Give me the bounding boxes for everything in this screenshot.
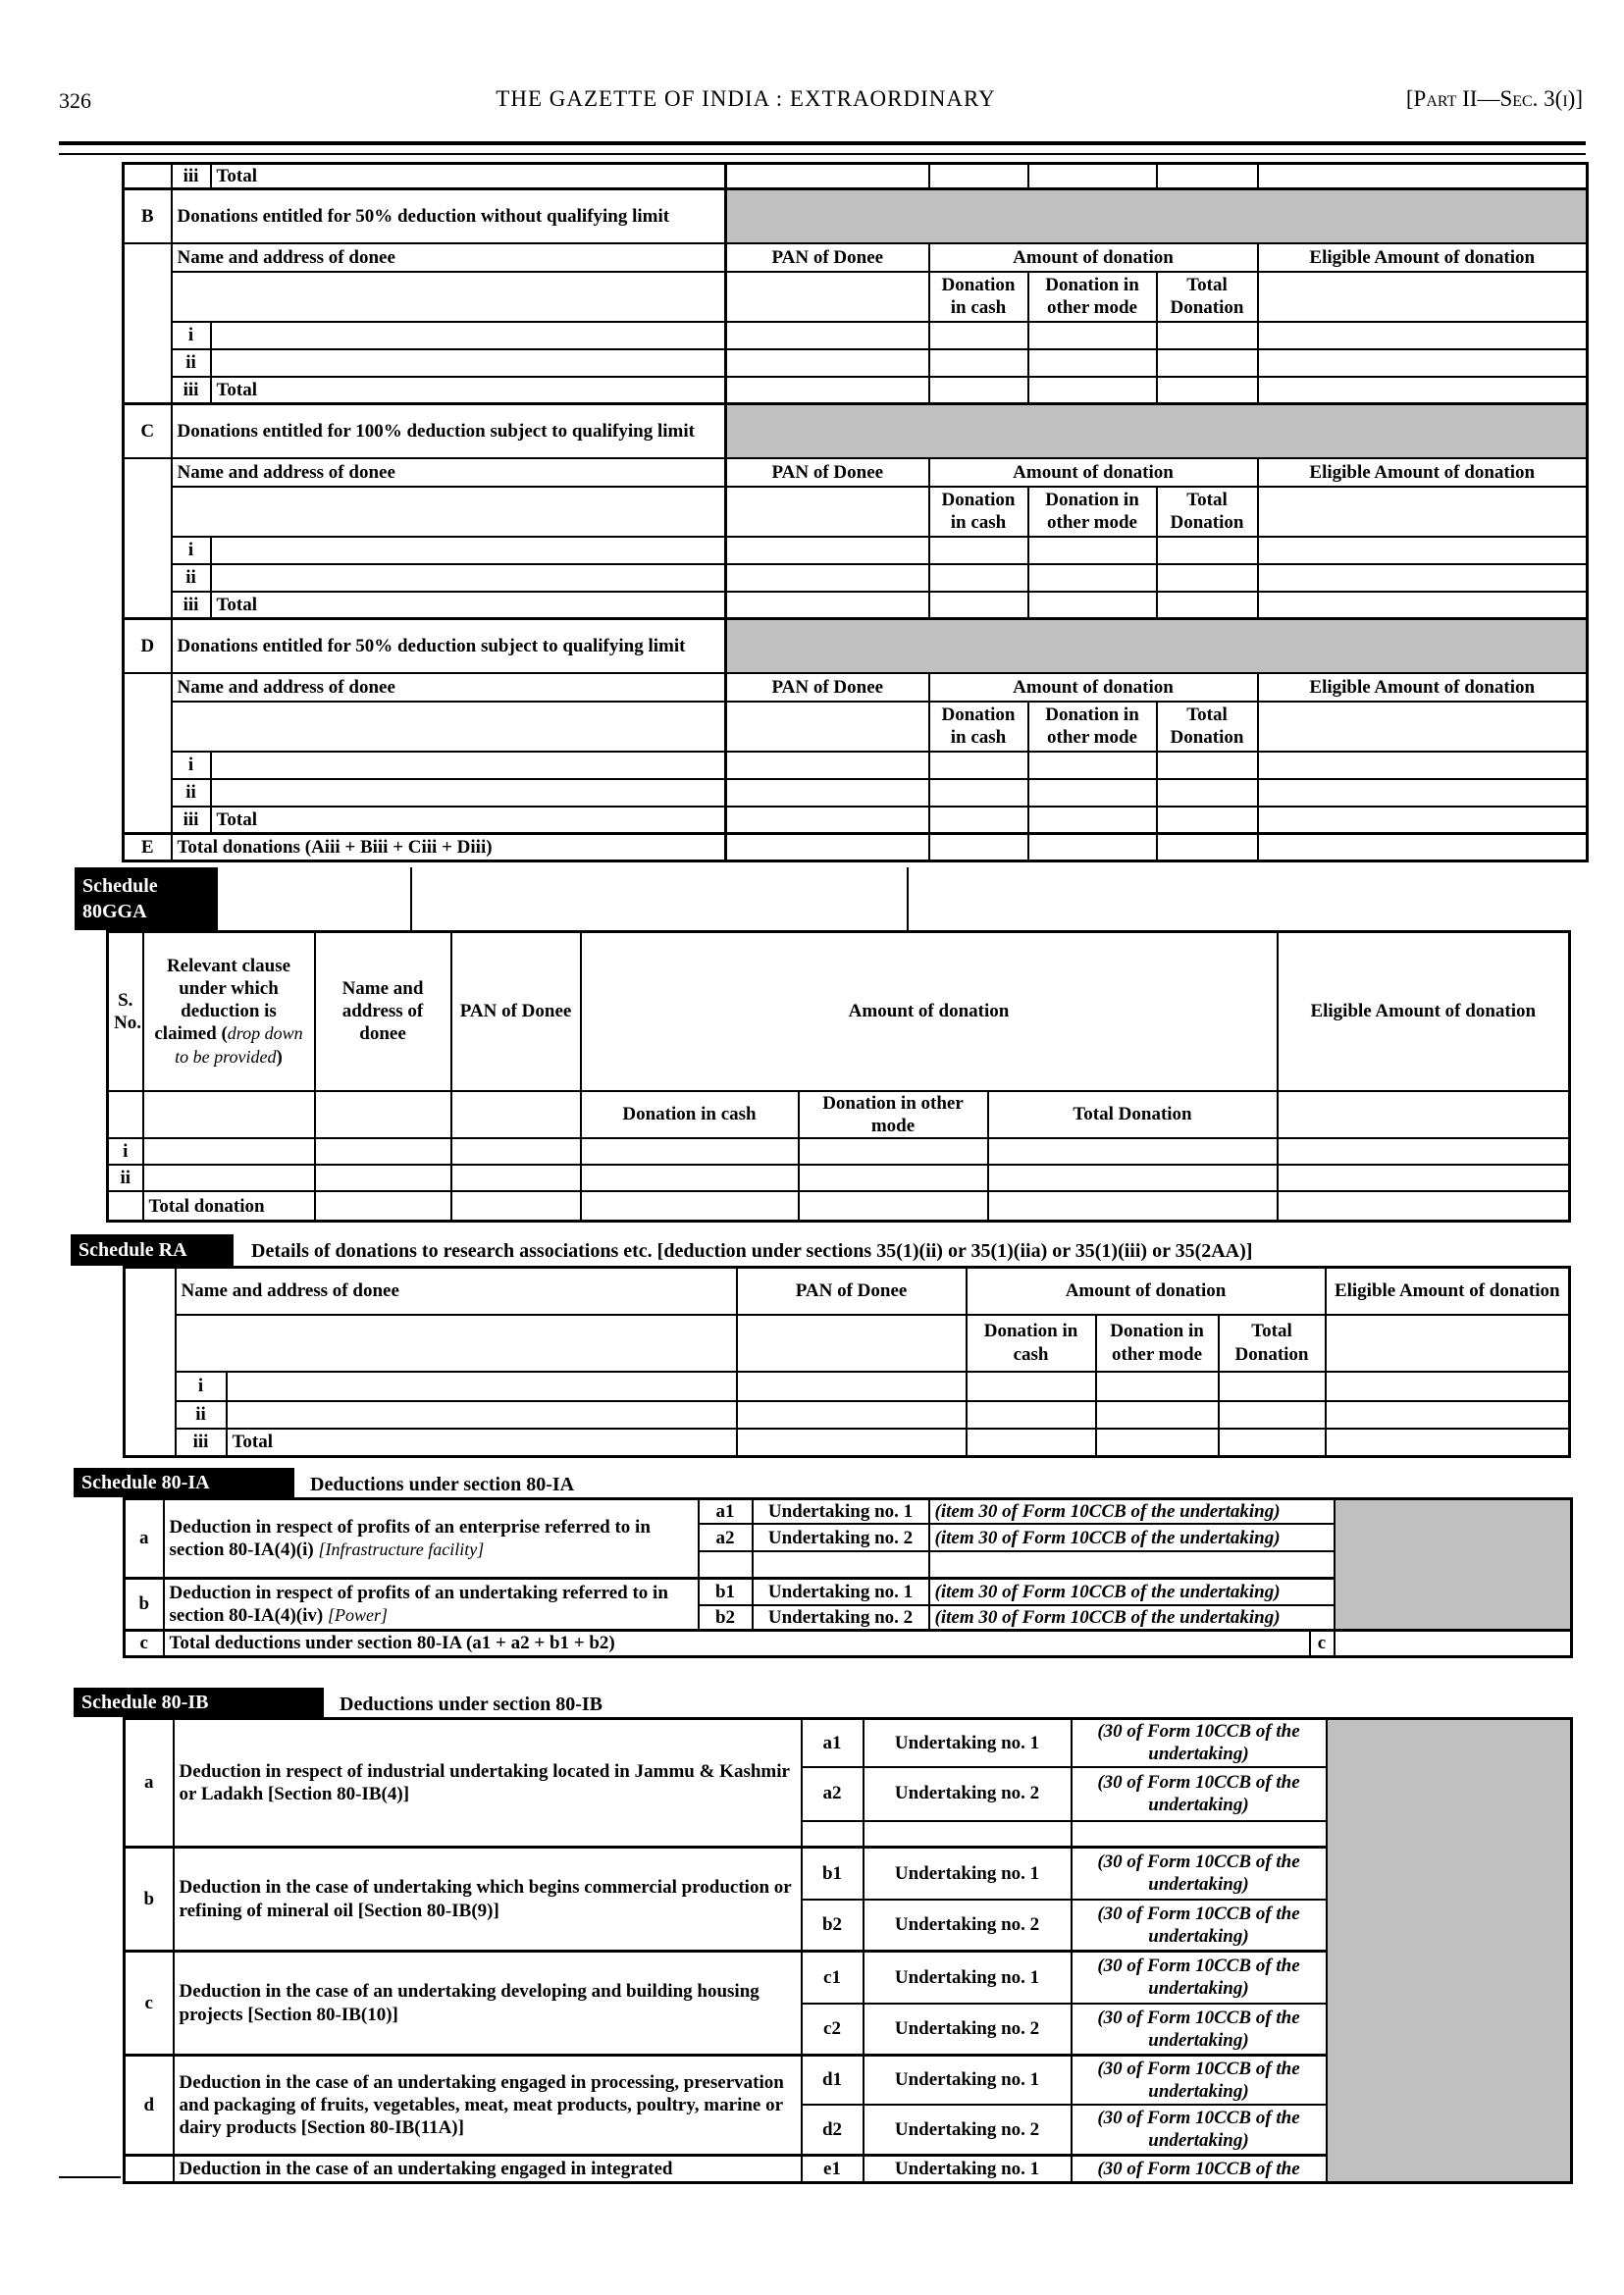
subcol-total: Total Donation [1219,1315,1326,1372]
sub-c1-id: c1 [802,1952,864,2004]
cell [1028,164,1157,189]
shaded-cell [1335,1499,1572,1631]
cell [124,458,172,619]
field-cell [1157,779,1258,807]
label-row-divider [410,867,412,930]
subcol-total: Total Donation [1157,487,1258,537]
field-cell [211,322,726,349]
field-cell [211,537,726,564]
subcol-other: Donation in other mode [1096,1315,1219,1372]
sub-a1-id: a1 [699,1499,753,1525]
row-b-label: b [125,1578,164,1631]
field-cell [737,1401,967,1429]
col-header-eligible: Eligible Amount of donation [1278,932,1570,1091]
field-cell [1028,807,1157,834]
row-total-label: Total [211,807,726,834]
row-ii-label: ii [176,1401,227,1429]
field-cell [1157,592,1258,619]
row-a-text: Deduction in respect of profits of an enterprise referred to in section 80-IA(4)(i) [Infrastructure facility] [164,1499,699,1579]
col-header-eligible: Eligible Amount of donation [1258,458,1588,487]
row-ii-label: ii [172,564,211,592]
field-cell [1258,349,1588,377]
row-i-label: i [172,322,211,349]
row-e-title: Total donations (Aiii + Biii + Ciii + Diii) [172,834,726,861]
field-cell [211,752,726,779]
field-cell [1258,807,1588,834]
row-a-label: a [125,1719,174,1848]
page-edge-artifact [59,2176,121,2178]
schedule-ra-badge: Schedule RA [71,1234,234,1266]
section-b-label: B [124,189,172,243]
sub-d2-id: d2 [802,2105,864,2156]
field-cell [726,537,929,564]
col-header-name: Name and address of donee [172,458,726,487]
shaded-cell [726,619,1588,673]
field-cell [737,1429,967,1457]
field-cell [1326,1429,1570,1457]
sub-c2-undertaking: Undertaking no. 2 [864,2004,1072,2056]
field-cell [1028,322,1157,349]
field-cell [929,377,1028,404]
row-i-label: i [172,752,211,779]
sub-a1-id: a1 [802,1719,864,1767]
subcol-other: Donation in other mode [1028,702,1157,752]
field-cell [1157,322,1258,349]
section-d-label: D [124,619,172,673]
field-cell [1258,834,1588,861]
field-cell [211,564,726,592]
field-cell [929,779,1028,807]
col-header-amount: Amount of donation [929,673,1258,702]
section-d-title: Donations entitled for 50% deduction subject to qualifying limit [172,619,726,673]
field-cell [1157,834,1258,861]
cell [315,1091,451,1138]
field-cell [1219,1429,1326,1457]
sub-a1-undertaking: Undertaking no. 1 [864,1719,1072,1767]
sub-c1-undertaking: Undertaking no. 1 [864,1952,1072,2004]
field-cell [315,1138,451,1165]
row-e-label-cutoff [125,2156,174,2183]
schedule-80gga-badge: Schedule 80GGA [75,867,218,930]
sub-a2-note: (item 30 of Form 10CCB of the undertaking) [929,1524,1335,1551]
col-header-name: Name and address of donee [176,1268,737,1315]
schedule-80ib-badge: Schedule 80-IB [74,1688,324,1717]
row-i-label: i [108,1138,143,1165]
row-total-label: Total [211,592,726,619]
page-number: 326 [59,88,91,113]
sub-a1-undertaking: Undertaking no. 1 [753,1499,929,1525]
field-cell [1258,752,1588,779]
row-total-label: Total [227,1429,737,1457]
subcol-cash: Donation in cash [929,272,1028,322]
row-ii-label: ii [172,349,211,377]
subcol-cash: Donation in cash [967,1315,1096,1372]
field-cell [1028,592,1157,619]
field-cell [1326,1372,1570,1401]
field-cell [726,752,929,779]
cell [176,1315,737,1372]
field-cell [988,1191,1278,1222]
col-header-name: Name and address of donee [172,243,726,272]
field-cell [988,1165,1278,1191]
field-cell [227,1372,737,1401]
sub-a2-undertaking: Undertaking no. 2 [753,1524,929,1551]
field-cell [726,834,929,861]
cell [929,164,1028,189]
sub-c2-id: c2 [802,2004,864,2056]
cell [1278,1091,1570,1138]
shaded-cell [1327,1719,1572,2183]
sub-d1-id: d1 [802,2056,864,2105]
row-iii-label: iii [172,377,211,404]
row-c-label: c [125,1631,164,1656]
col-header-eligible: Eligible Amount of donation [1258,243,1588,272]
cell [143,1091,315,1138]
sub-a1-note: (item 30 of Form 10CCB of the undertaking) [929,1499,1335,1525]
row-total-label: Total [211,377,726,404]
cell [726,164,929,189]
cell [864,1821,1072,1848]
field-cell [315,1191,451,1222]
field-cell [799,1138,988,1165]
field-cell [988,1138,1278,1165]
field-cell [726,592,929,619]
col-header-pan: PAN of Donee [726,458,929,487]
sub-b2-id: b2 [699,1605,753,1631]
sub-b1-note: (30 of Form 10CCB of the undertaking) [1072,1848,1327,1900]
row-iii-label: iii [172,807,211,834]
sub-b1-note: (item 30 of Form 10CCB of the undertaking) [929,1578,1335,1605]
row-b-label: b [125,1848,174,1952]
col-header-amount: Amount of donation [581,932,1278,1091]
sub-b2-id: b2 [802,1900,864,1952]
schedule-80gga-table [106,930,1571,1223]
field-cell [726,564,929,592]
col-header-amount: Amount of donation [929,243,1258,272]
field-cell [211,349,726,377]
field-cell [1278,1165,1570,1191]
field-cell [929,349,1028,377]
field-cell [1258,377,1588,404]
subcol-cash: Donation in cash [581,1091,799,1138]
cell [1072,1821,1327,1848]
sub-e1-undertaking: Undertaking no. 1 [864,2156,1072,2183]
field-cell [143,1138,315,1165]
cell [726,487,929,537]
cell [172,272,726,322]
field-cell [929,592,1028,619]
sub-b1-id: b1 [699,1578,753,1605]
field-cell [929,322,1028,349]
sub-b1-id: b1 [802,1848,864,1900]
field-cell [1096,1429,1219,1457]
cell [737,1315,967,1372]
row-e-label: E [124,834,172,861]
field-cell [1258,779,1588,807]
schedule-80ib-title: Deductions under section 80-IB [340,1694,602,1715]
field-cell [799,1165,988,1191]
sub-d2-note: (30 of Form 10CCB of the undertaking) [1072,2105,1327,2156]
subcol-total: Total Donation [1157,272,1258,322]
subcol-other: Donation in other mode [1028,487,1157,537]
field-cell [1096,1372,1219,1401]
section-c-label: C [124,404,172,458]
sub-b2-note: (item 30 of Form 10CCB of the undertaking) [929,1605,1335,1631]
schedule-80ia-table [123,1497,1573,1658]
cell [1258,272,1588,322]
row-iii-label: iii [176,1429,227,1457]
sub-b2-note: (30 of Form 10CCB of the undertaking) [1072,1900,1327,1952]
row-d-label: d [125,2056,174,2156]
cell [108,1191,143,1222]
field-cell [581,1138,799,1165]
cell [451,1091,581,1138]
col-header-pan: PAN of Donee [726,673,929,702]
field-cell [726,377,929,404]
field-cell [1258,322,1588,349]
field-cell [451,1138,581,1165]
cell [108,1091,143,1138]
col-header-eligible: Eligible Amount of donation [1258,673,1588,702]
cell [1258,487,1588,537]
field-cell [1219,1401,1326,1429]
row-c-label: c [125,1952,174,2056]
col-header-clause: Relevant clause under which deduction is claimed (drop down to be provided) [143,932,315,1091]
shaded-cell [726,404,1588,458]
field-cell [929,807,1028,834]
col-header-amount: Amount of donation [967,1268,1326,1315]
field-cell [143,1165,315,1191]
field-cell [1157,537,1258,564]
subcol-other: Donation in other mode [1028,272,1157,322]
col-header-pan: PAN of Donee [737,1268,967,1315]
gazette-title: THE GAZETTE OF INDIA : EXTRAORDINARY [496,86,996,111]
schedule-80ia-badge: Schedule 80-IA [74,1468,294,1497]
field-cell [1096,1401,1219,1429]
field-cell [1278,1138,1570,1165]
schedule-80ib-table [123,1717,1573,2184]
field-cell [1028,752,1157,779]
field-cell [1157,564,1258,592]
col-header-eligible: Eligible Amount of donation [1326,1268,1570,1315]
sub-a2-id: a2 [802,1767,864,1821]
field-cell [1028,377,1157,404]
cell [1258,702,1588,752]
sub-b2-undertaking: Undertaking no. 2 [864,1900,1072,1952]
sub-b1-undertaking: Undertaking no. 1 [864,1848,1072,1900]
sub-a1-note: (30 of Form 10CCB of the undertaking) [1072,1719,1327,1767]
col-header-amount: Amount of donation [929,458,1258,487]
field-cell [1028,834,1157,861]
field-cell [929,537,1028,564]
field-cell [1258,592,1588,619]
cell [753,1551,929,1578]
row-total-label: Total donation [143,1191,315,1222]
sub-b2-undertaking: Undertaking no. 2 [753,1605,929,1631]
sub-c2-note: (30 of Form 10CCB of the undertaking) [1072,2004,1327,2056]
cell [726,272,929,322]
sub-a2-note: (30 of Form 10CCB of the undertaking) [1072,1767,1327,1821]
field-cell [726,322,929,349]
row-ii-label: ii [108,1165,143,1191]
row-e-text: Deduction in the case of an undertaking engaged in integrated [174,2156,802,2183]
field-cell [799,1191,988,1222]
field-cell [1028,349,1157,377]
cell [699,1551,753,1578]
field-cell [581,1191,799,1222]
field-cell [967,1401,1096,1429]
subcol-cash: Donation in cash [929,702,1028,752]
part-section-ref: [Part II—Sec. 3(i)] [1405,86,1583,111]
field-cell [737,1372,967,1401]
schedule-ra-table [123,1266,1571,1458]
field-cell [929,752,1028,779]
field-cell [967,1372,1096,1401]
sub-a2-undertaking: Undertaking no. 2 [864,1767,1072,1821]
field-cell [1028,564,1157,592]
cell [124,243,172,404]
label-row-divider [907,867,909,930]
field-cell [1219,1372,1326,1401]
cell [929,1551,1335,1578]
field-cell [967,1429,1096,1457]
col-header-name: Name and address of donee [172,673,726,702]
subcol-other: Donation in other mode [799,1091,988,1138]
shaded-cell [726,189,1588,243]
row-i-label: i [172,537,211,564]
field-cell [726,349,929,377]
sub-d2-undertaking: Undertaking no. 2 [864,2105,1072,2156]
field-cell [1028,779,1157,807]
donations-80g-table [122,162,1589,862]
field-cell [1157,349,1258,377]
section-c-title: Donations entitled for 100% deduction subject to qualifying limit [172,404,726,458]
row-c-text: Total deductions under section 80-IA (a1 + a2 + b1 + b2) [164,1631,1310,1656]
row-a-text: Deduction in respect of industrial undertaking located in Jammu & Kashmir or Ladakh [Section 80-IB(4)] [174,1719,802,1848]
field-cell [726,779,929,807]
cell [124,673,172,834]
field-cell [1258,564,1588,592]
field-cell [1028,537,1157,564]
sub-e1-id: e1 [802,2156,864,2183]
subcol-cash: Donation in cash [929,487,1028,537]
field-cell [581,1165,799,1191]
cell [726,702,929,752]
row-iii-label: iii [172,592,211,619]
field-cell [929,564,1028,592]
field-cell [726,807,929,834]
row-aiii-total-label: Total [211,164,726,189]
field-cell [451,1191,581,1222]
field-cell [1326,1401,1570,1429]
field-cell [451,1165,581,1191]
row-c-text: Deduction in the case of an undertaking developing and building housing projects [Section 80-IB(10)] [174,1952,802,2056]
sub-b1-undertaking: Undertaking no. 1 [753,1578,929,1605]
sub-c1-note: (30 of Form 10CCB of the undertaking) [1072,1952,1327,2004]
header-double-rule [59,141,1586,155]
row-b-text: Deduction in the case of undertaking which begins commercial production or refining of mineral oil [Section 80-IB(9)] [174,1848,802,1952]
subcol-total: Total Donation [1157,702,1258,752]
field-cell [1258,537,1588,564]
field-cell [1335,1631,1572,1656]
col-header-name: Name and address of donee [315,932,451,1091]
field-cell [1157,752,1258,779]
cell [1157,164,1258,189]
field-cell [929,834,1028,861]
col-header-pan: PAN of Donee [451,932,581,1091]
row-i-label: i [176,1372,227,1401]
row-b-text: Deduction in respect of profits of an undertaking referred to in section 80-IA(4)(iv) [Power] [164,1578,699,1631]
cell [1326,1315,1570,1372]
cell [172,487,726,537]
field-cell [315,1165,451,1191]
field-cell [227,1401,737,1429]
row-ii-label: ii [172,779,211,807]
col-header-sno: S. No. [108,932,143,1091]
row-aiii-label: iii [172,164,211,189]
col-header-pan: PAN of Donee [726,243,929,272]
sub-e1-note: (30 of Form 10CCB of the [1072,2156,1327,2183]
cell [125,1268,176,1457]
schedule-ra-title: Details of donations to research associations etc. [deduction under sections 35(1)(ii) or 35(1)(iia) or 35(1)(iii) or 35(2AA)] [251,1240,1253,1262]
section-b-title: Donations entitled for 50% deduction without qualifying limit [172,189,726,243]
field-cell [211,779,726,807]
cell [172,702,726,752]
field-cell [1278,1191,1570,1222]
field-cell [1157,377,1258,404]
sub-d1-undertaking: Undertaking no. 1 [864,2056,1072,2105]
cell [802,1821,864,1848]
sub-d1-note: (30 of Form 10CCB of the undertaking) [1072,2056,1327,2105]
cell [1258,164,1588,189]
subcol-total: Total Donation [988,1091,1278,1138]
row-d-text: Deduction in the case of an undertaking engaged in processing, preservation and packaging of fruits, vegetables, meat, meat products, poultry, marine or dairy products [Section 80-IB(11A)] [174,2056,802,2156]
cell [124,164,172,189]
field-cell [1157,807,1258,834]
sub-a2-id: a2 [699,1524,753,1551]
row-a-label: a [125,1499,164,1579]
schedule-80ia-title: Deductions under section 80-IA [310,1474,575,1495]
row-c-ref-box: c [1310,1631,1335,1656]
